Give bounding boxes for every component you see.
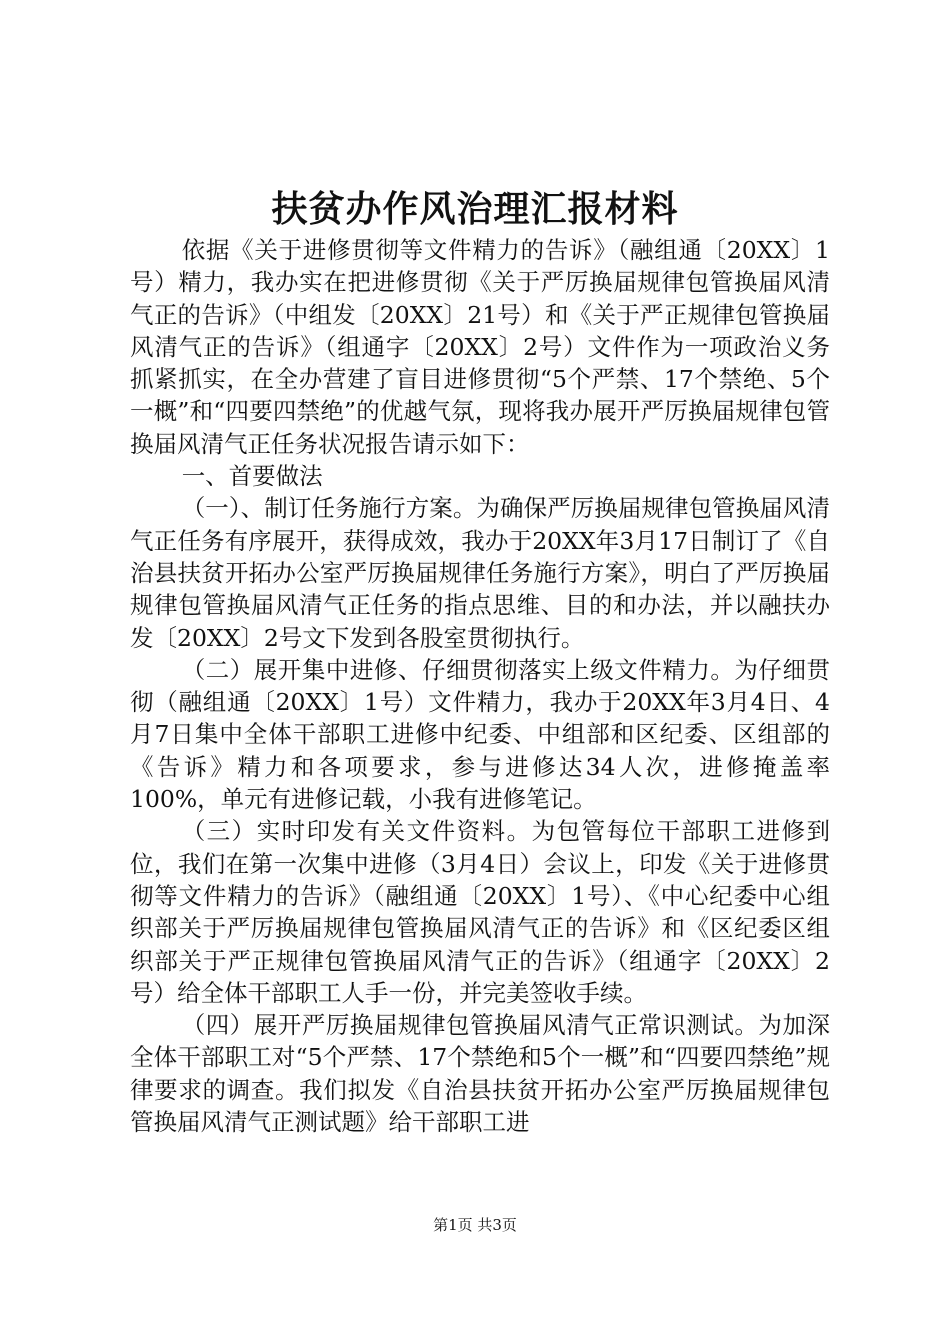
item-paragraph-3: （三）实时印发有关文件资料。为包管每位干部职工进修到位，我们在第一次集中进修（3月4日）会议上，印发《关于进修贯彻等文件精力的告诉》（融组通〔20XX〕1号）、《中心纪委中心组织部关于严厉换届规律包管换届风清气正的告诉》和《区纪委区组织部关于严正规律包管换届风清气正的告诉》（组通字〔20XX〕2号）给全体干部职工人手一份，并完美签收手续。 [130,817,830,1007]
document-body [130,234,830,1138]
document-title: 扶贫办作风治理汇报材料 [271,188,679,230]
item-paragraph-2: （二）展开集中进修、仔细贯彻落实上级文件精力。为仔细贯彻（融组通〔20XX〕1号）文件精力，我办于20XX年3月4日、4月7日集中全体干部职工进修中纪委、中组部和区纪委、区组部的《告诉》精力和各项要求，参与进修达34人次，进修掩盖率100%，单元有进修记载，小我有进修笔记。 [130,655,830,814]
section-heading: 一、首要做法 [181,462,323,491]
intro-paragraph: 依据《关于进修贯彻等文件精力的告诉》（融组通〔20XX〕1号）精力，我办实在把进修贯彻《关于严厉换届规律包管换届风清气正的告诉》（中组发〔20XX〕21号）和《关于严正规律包管换届风清气正的告诉》（组通字〔20XX〕2号）文件作为一项政治义务抓紧抓实，在全办营建了盲目进修贯彻“5个严禁、17个禁绝、5个一概”和“四要四禁绝”的优越气氛，现将我办展开严厉换届规律包管换届风清气正任务状况报告请示如下： [130,236,830,458]
item-paragraph-4: （四）展开严厉换届规律包管换届风清气正常识测试。为加深全体干部职工对“5个严禁、17个禁绝和5个一概”和“四要四禁绝”规律要求的调查。我们拟发《自治县扶贫开拓办公室严厉换届规律包管换届风清气正测试题》给干部职工进 [130,1011,830,1137]
page-number-footer: 第1页 共3页 [433,1216,517,1234]
item-paragraph-1: （一）、制订任务施行方案。为确保严厉换届规律包管换届风清气正任务有序展开，获得成效，我办于20XX年3月17日制订了《自治县扶贫开拓办公室严厉换届规律任务施行方案》，明白了严厉换届规律包管换届风清气正任务的指点思维、目的和办法，并以融扶办发〔20XX〕2号文下发到各股室贯彻执行。 [130,494,830,652]
